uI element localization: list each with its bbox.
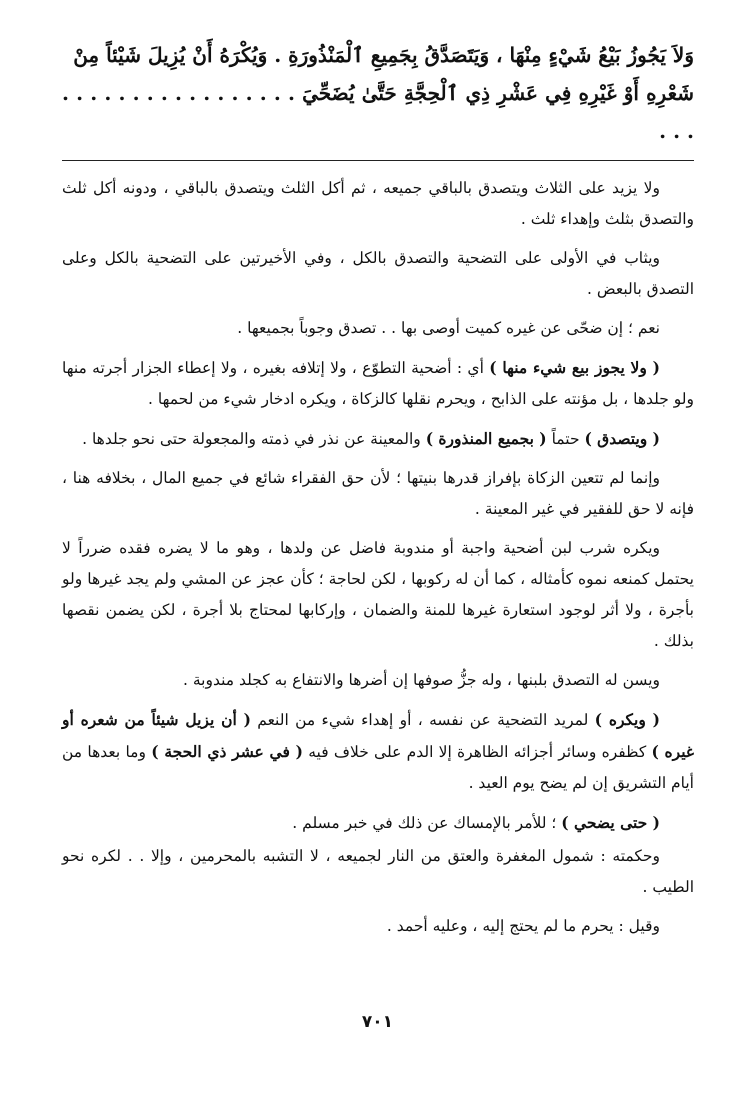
page-number: ٧٠١ [361,1012,394,1032]
divider [62,160,694,161]
page-body [62,36,694,950]
paragraph [62,704,694,799]
quoted-matn: ( بجميع المنذورة ) [425,429,547,448]
paragraph [62,173,694,235]
matn-line: وَلاَ يَجُوزُ بَيْعُ شَيْءٍ مِنْهَا ، وَيَتَصَدَّقُ بِجَمِيعِ ٱلْمَنْذُورَةِ . وَيُكْرَهُ أَنْ يُزِيلَ شَيْئاً مِنْ [73,43,694,67]
paragraph [62,911,694,942]
paragraph [62,533,694,657]
paragraph-text: ؛ للأمر بالإمساك عن ذلك في خبر مسلم . [292,814,562,832]
paragraph [62,423,694,455]
paragraph-text: وإنما لم تتعين الزكاة بإفراز قدرها بنيتها ؛ لأن حق الفقراء شائع في جميع المال ، بخلافه هنا ، فإنه لا حق للفقير في غير المعينة . [62,469,694,518]
paragraph [62,313,694,344]
matn-text [62,36,694,150]
quoted-matn: ( ويتصدق ) [584,429,660,448]
paragraph [62,463,694,525]
paragraph-text: لمريد التضحية عن نفسه ، أو إهداء شيء من النعم [250,711,595,729]
paragraph-text: ويسن له التصدق بلبنها ، وله جزُّ صوفها إن أضرها والانتفاع به كجلد مندوبة . [183,671,660,689]
paragraph [62,665,694,696]
commentary [62,173,694,942]
paragraph [62,841,694,903]
paragraph-text: حتماً [546,430,585,448]
paragraph-text: ويثاب في الأولى على التضحية والتصدق بالكل ، وفي الأخيرتين على التضحية بالكل وعلى التصدق بالبعض . [62,249,694,298]
paragraph-text: وما بعدها من أيام التشريق إن لم يضح يوم العيد . [62,743,694,792]
paragraph [62,807,694,839]
quoted-matn: ( في عشر ذي الحجة ) [151,742,303,761]
paragraph-text: وحكمته : شمول المغفرة والعتق من النار لجميعه ، لا التشبه بالمحرمين ، وإلا . . لكره نحو الطيب . [62,847,694,896]
quoted-matn: ( أن يزيل شيئاً من شعره أو غيره ) [62,710,695,761]
paragraph-text: ويكره شرب لبن أضحية واجبة أو مندوبة فاضل عن ولدها ، وهو ما لا يضره فقده ضرراً لا يحتمل كمنعه نموه كأمثاله ، كما أن له ركوبها ، لكن لحاجة ؛ كأن عجز عن المشي ولم يجد غيرها ولو بأجرة ، ولا أثر لوجود استعارة غيرها للمنة والضمان ، وإركابها لمحتاج بلا أجرة ، لكن يضمن نقصها بذلك . [62,539,694,650]
paragraph-text: نعم ؛ إن ضحّى عن غيره كميت أوصى بها . . تصدق وجوباً بجميعها . [237,319,660,337]
quoted-matn: ( ولا يجوز بيع شيء منها ) [489,358,661,377]
paragraph-text: كظفره وسائر أجزائه الظاهرة إلا الدم على خلاف فيه [302,743,652,761]
paragraph-text: والمعينة عن نذر في ذمته والمجعولة حتى نحو جلدها . [82,430,426,448]
quoted-matn: ( ويكره ) [594,710,660,729]
paragraph-text: أي : أضحية التطوّع ، ولا إتلافه بغيره ، ولا إعطاء الجزار أجرته منها ولو جلدها ، بل مؤنته على الذابح ، ويحرم نقلها كالزكاة ، ويكره ادخار شيء من لحمها . [62,359,694,408]
paragraph-text: ولا يزيد على الثلاث ويتصدق بالباقي جميعه ، ثم أكل الثلث ويتصدق بالباقي ، ودونه أكل ثلث والتصدق بثلث وإهداء ثلث . [62,179,694,228]
quoted-matn: ( حتى يضحي ) [561,813,660,832]
paragraph [62,243,694,305]
matn-line: شَعْرِهِ أَوْ غَيْرِهِ فِي عَشْرِ ذِي ٱلْحِجَّةِ حَتَّىٰ يُضَحِّيَ . . . . . . . . . . . . . . . . . . . . [62,81,694,143]
paragraph-text: وقيل : يحرم ما لم يحتج إليه ، وعليه أحمد . [386,917,660,935]
paragraph [62,352,694,415]
